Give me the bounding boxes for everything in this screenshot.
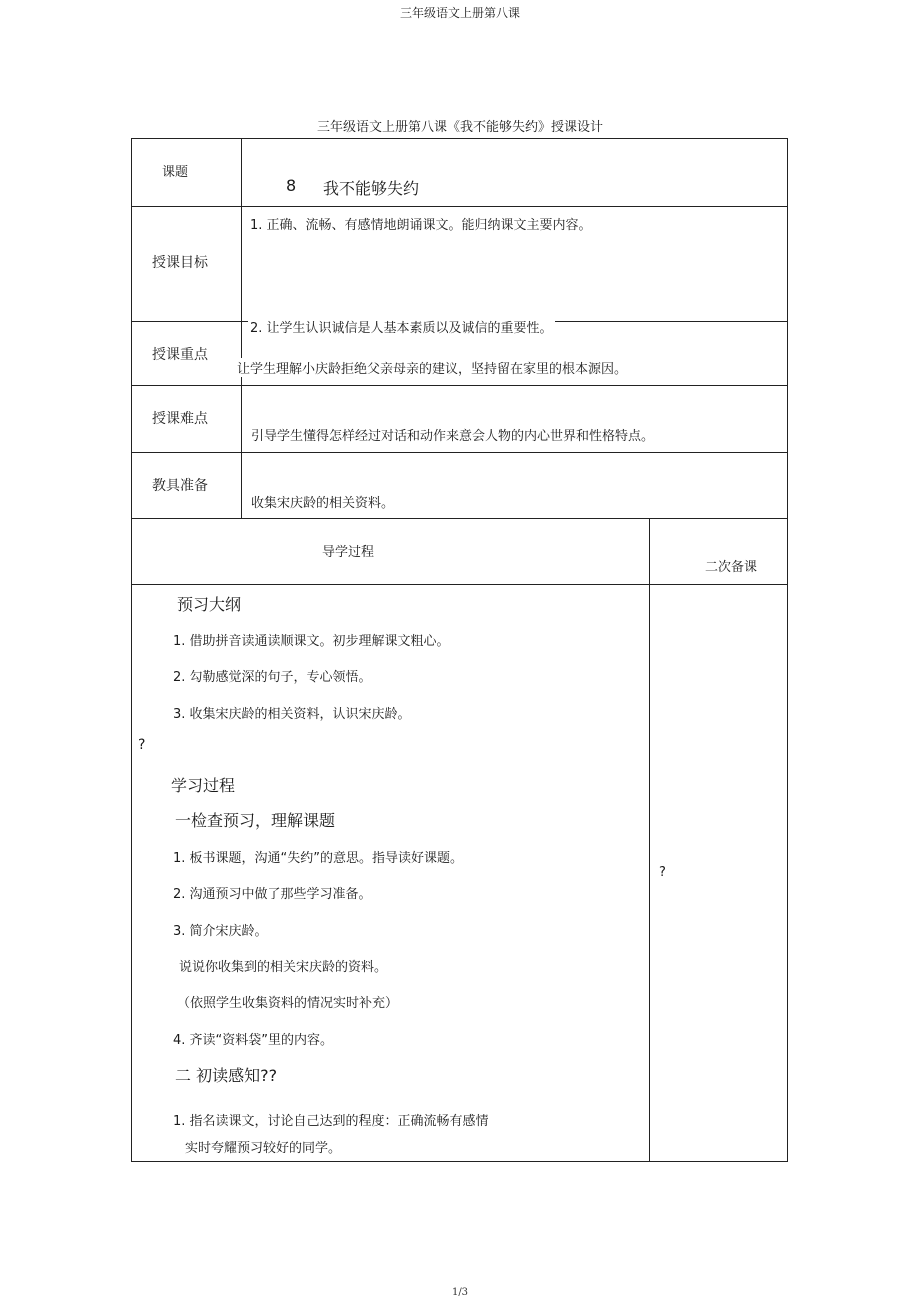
section2-item: 实时夸耀预习较好的同学。 — [185, 1141, 342, 1156]
section1-item: 3. 简介宋庆龄。 — [173, 924, 268, 939]
row-divider-topic — [131, 206, 788, 207]
question-mark: ? — [138, 737, 146, 753]
table-border-top — [131, 138, 788, 139]
preview-item: 3. 收集宋庆龄的相关资料，认识宋庆龄。 — [173, 707, 411, 722]
difficult-label: 授课难点 — [152, 411, 208, 427]
table-border-bottom — [131, 1161, 788, 1162]
goal-item-1: 1. 正确、流畅、有感情地朗诵课文。能归纳课文主要内容。 — [250, 218, 592, 233]
preview-item: 1. 借助拼音读通读顺课文。初步理解课文粗心。 — [173, 634, 450, 649]
row-divider-key — [131, 385, 788, 386]
side-header: 二次备课 — [705, 560, 758, 575]
document-title: 三年级语文上册第八课《我不能够失约》授课设计 — [316, 120, 603, 135]
process-header: 导学过程 — [322, 545, 375, 560]
table-border-left — [131, 138, 132, 1162]
section1-item: 2. 沟通预习中做了那些学习准备。 — [173, 887, 372, 902]
row-divider-prep — [131, 518, 788, 519]
side-column-divider — [649, 518, 650, 1162]
goal-item-2: 2. 让学生认识诚信是人基本素质以及诚信的重要性。 — [248, 317, 555, 336]
section1-item: 4. 齐读“资料袋”里的内容。 — [173, 1033, 334, 1048]
key-text: 让学生理解小庆龄拒绝父亲母亲的建议，坚持留在家里的根本源因。 — [236, 358, 628, 377]
learning-heading: 学习过程 — [171, 776, 236, 795]
prep-label: 教具准备 — [152, 478, 208, 494]
key-label: 授课重点 — [152, 347, 208, 363]
preview-heading: 预习大纲 — [177, 595, 242, 614]
section1-item: 1. 板书课题，沟通“失约”的意思。指导读好课题。 — [173, 851, 464, 866]
goals-label: 授课目标 — [152, 255, 208, 271]
prep-text: 收集宋庆龄的相关资料。 — [251, 496, 395, 511]
label-column-divider — [241, 138, 242, 519]
section2-heading: 二 初读感知?? — [175, 1066, 278, 1085]
row-divider-process-header — [131, 584, 788, 585]
page-number: 1/3 — [451, 1287, 469, 1298]
section1-item: 说说你收集到的相关宋庆龄的资料。 — [179, 960, 388, 975]
section1-item: （依照学生收集资料的情况实时补充） — [177, 996, 399, 1011]
table-border-right — [787, 138, 788, 1162]
preview-item: 2. 勾勒感觉深的句子，专心领悟。 — [173, 670, 372, 685]
page-header: 三年级语文上册第八课 — [399, 6, 520, 20]
section1-heading: 一检查预习，理解课题 — [175, 811, 336, 830]
side-question-mark: ? — [659, 865, 666, 880]
lesson-title: 我不能够失约 — [323, 179, 420, 198]
section2-item: 1. 指名读课文，讨论自己达到的程度：正确流畅有感情 — [173, 1114, 489, 1129]
row-divider-difficult — [131, 452, 788, 453]
difficult-text: 引导学生懂得怎样经过对话和动作来意会人物的内心世界和性格特点。 — [251, 429, 655, 444]
lesson-number: 8 — [286, 176, 297, 195]
topic-label: 课题 — [162, 165, 189, 180]
